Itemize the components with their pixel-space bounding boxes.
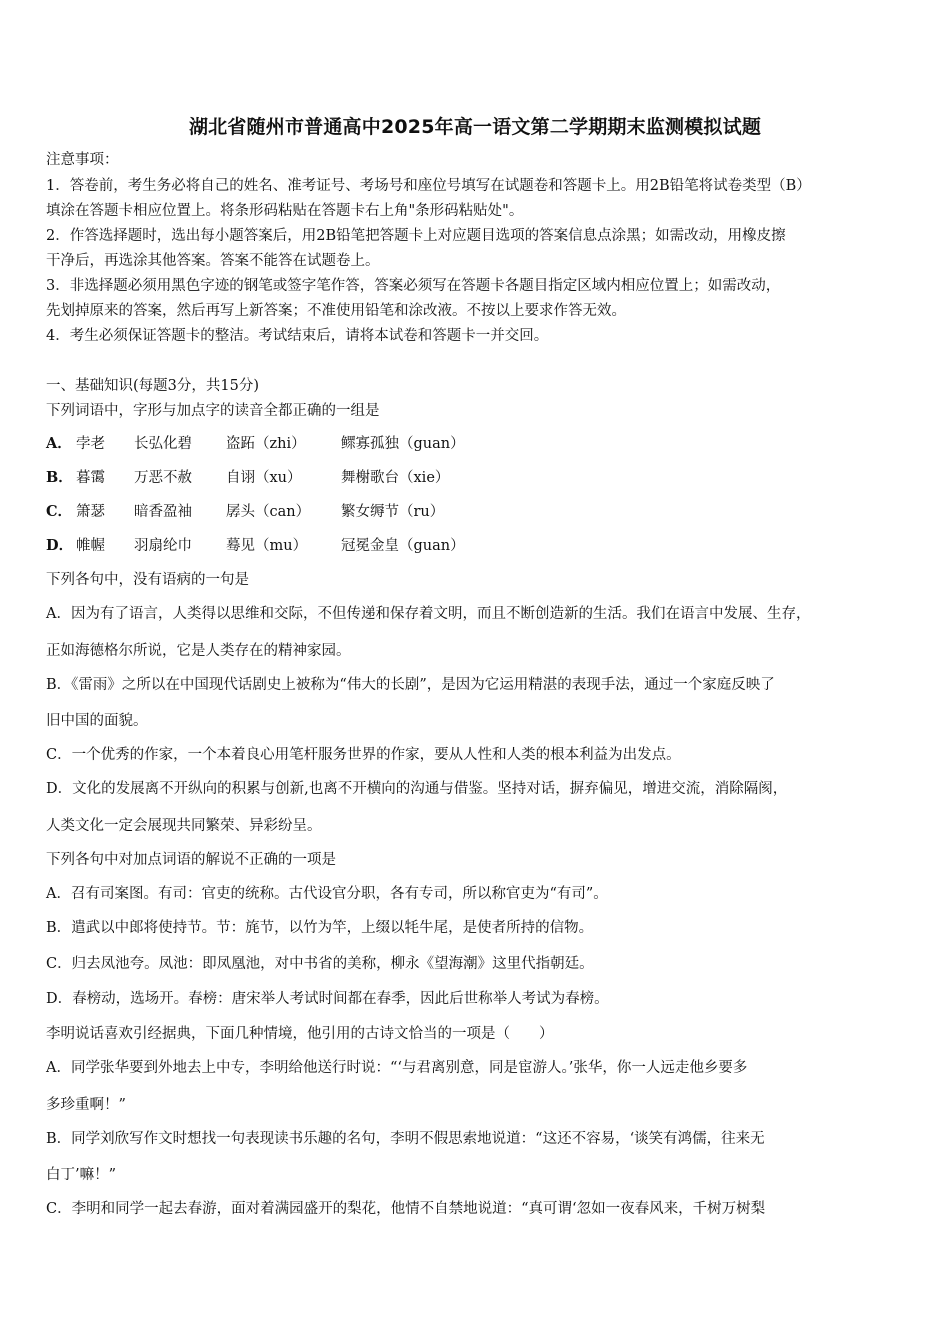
notice-item-3: 3．非选择题必须用黑色字迹的钢笔或签字笔作答，答案必须写在答题卡各题目指定区域内相应位置上；如需改动，: [46, 278, 781, 294]
option-word: 羽扇纶巾: [134, 538, 192, 554]
question-4-stem: 李明说话喜欢引经据典，下面几种情境，他引用的古诗文恰当的一项是（ ）: [46, 1026, 554, 1042]
question-2-option-b: B．《雷雨》之所以在中国现代话剧史上被称为“伟大的长剧”，是因为它运用精湛的表现手法，通过一个家庭反映了: [46, 677, 775, 693]
option-word: 盗跖（zhi）: [226, 436, 306, 452]
notice-item-2: 2．作答选择题时，选出每小题答案后，用2B铅笔把答题卡上对应题目选项的答案信息点涂黑；如需改动，用橡皮擦: [46, 228, 786, 244]
question-4-option-b-cont: 白丁’嘛！”: [46, 1167, 117, 1183]
notice-item-2-cont: 干净后，再选涂其他答案。答案不能答在试题卷上。: [46, 253, 380, 269]
question-1-option-a: [46, 434, 465, 454]
question-1-stem: 下列词语中，字形与加点字的读音全都正确的一组是: [46, 403, 380, 419]
question-2-option-d-cont: 人类文化一定会展现共同繁荣、异彩纷呈。: [46, 818, 322, 834]
question-2-stem: 下列各句中，没有语病的一句是: [46, 572, 249, 588]
question-2-option-a-cont: 正如海德格尔所说，它是人类存在的精神家园。: [46, 643, 351, 659]
question-1-option-d: [46, 536, 465, 556]
question-2-option-a: A．因为有了语言，人类得以思维和交际，不但传递和保存着文明，而且不断创造新的生活。我们在语言中发展、生存，: [46, 606, 811, 622]
question-3-option-a: A．召有司案图。有司：官吏的统称。古代设官分职，各有专司，所以称官吏为“有司”。: [46, 886, 608, 902]
option-word: 孱头（can）: [226, 504, 311, 520]
option-word: 繁女缛节（ru）: [341, 504, 445, 520]
section-heading: 一、基础知识(每题3分，共15分): [46, 378, 259, 394]
option-word: 箫瑟: [76, 504, 105, 520]
option-word: 蓦见（mu）: [226, 538, 308, 554]
question-4-option-a-cont: 多珍重啊！”: [46, 1097, 126, 1113]
question-4-option-a: A．同学张华要到外地去上中专，李明给他送行时说：“‘与君离别意，同是宦游人。’张华，你一人远走他乡要多: [46, 1060, 748, 1076]
question-2-option-d: D．文化的发展离不开纵向的积累与创新,也离不开横向的沟通与借鉴。坚持对话，摒弃偏见，增进交流，消除隔阂，: [46, 781, 788, 797]
option-word: 鳏寡孤独（guan）: [341, 436, 465, 452]
option-word: 自诩（xu）: [226, 470, 302, 486]
question-3-stem: 下列各句中对加点词语的解说不正确的一项是: [46, 852, 336, 868]
question-4-option-b: B．同学刘欣写作文时想找一句表现读书乐趣的名句，李明不假思索地说道：“这还不容易，‘谈笑有鸿儒，往来无: [46, 1131, 765, 1147]
notice-item-3-cont: 先划掉原来的答案，然后再写上新答案；不准使用铅笔和涂改液。不按以上要求作答无效。: [46, 303, 626, 319]
option-word: 帷幄: [76, 538, 105, 554]
question-1-option-b: [46, 468, 450, 488]
option-word: 冠冕金皇（guan）: [341, 538, 465, 554]
question-2-option-c: C．一个优秀的作家，一个本着良心用笔杆服务世界的作家，要从人性和人类的根本利益为出发点。: [46, 747, 681, 763]
notice-item-1-cont: 填涂在答题卡相应位置上。将条形码粘贴在答题卡右上角"条形码粘贴处"。: [46, 203, 524, 219]
option-label: A．: [46, 435, 72, 452]
notice-item-4: 4．考生必须保证答题卡的整洁。考试结束后，请将本试卷和答题卡一并交回。: [46, 328, 549, 344]
option-word: 孛老: [76, 436, 105, 452]
question-4-option-c: C．李明和同学一起去春游，面对着满园盛开的梨花，他情不自禁地说道：“真可谓‘忽如一夜春风来，千树万树梨: [46, 1201, 766, 1217]
option-label: C．: [46, 503, 73, 520]
question-3-option-c: C．归去凤池夸。凤池：即凤凰池，对中书省的美称，柳永《望海潮》这里代指朝廷。: [46, 956, 594, 972]
question-1-option-c: [46, 502, 445, 522]
question-2-option-b-cont: 旧中国的面貌。: [46, 713, 148, 729]
option-word: 舞榭歌台（xie）: [341, 470, 450, 486]
notice-heading: 注意事项：: [46, 152, 119, 168]
option-word: 暗香盈袖: [134, 504, 192, 520]
option-label: B．: [46, 469, 73, 486]
page-title: 湖北省随州市普通高中2025年高一语文第二学期期末监测模拟试题: [188, 116, 762, 138]
option-word: 万恶不赦: [134, 470, 192, 486]
notice-item-1: 1．答卷前，考生务必将自己的姓名、准考证号、考场号和座位号填写在试题卷和答题卡上。用2B铅笔将试卷类型（B）: [46, 178, 811, 194]
question-3-option-b: B．遣武以中郎将使持节。节：旄节，以竹为竿，上缀以牦牛尾，是使者所持的信物。: [46, 920, 594, 936]
option-word: 暮霭: [76, 470, 105, 486]
option-word: 长弘化碧: [134, 436, 192, 452]
question-3-option-d: D．春榜动，选场开。春榜：唐宋举人考试时间都在春季，因此后世称举人考试为春榜。: [46, 991, 609, 1007]
option-label: D．: [46, 537, 74, 554]
